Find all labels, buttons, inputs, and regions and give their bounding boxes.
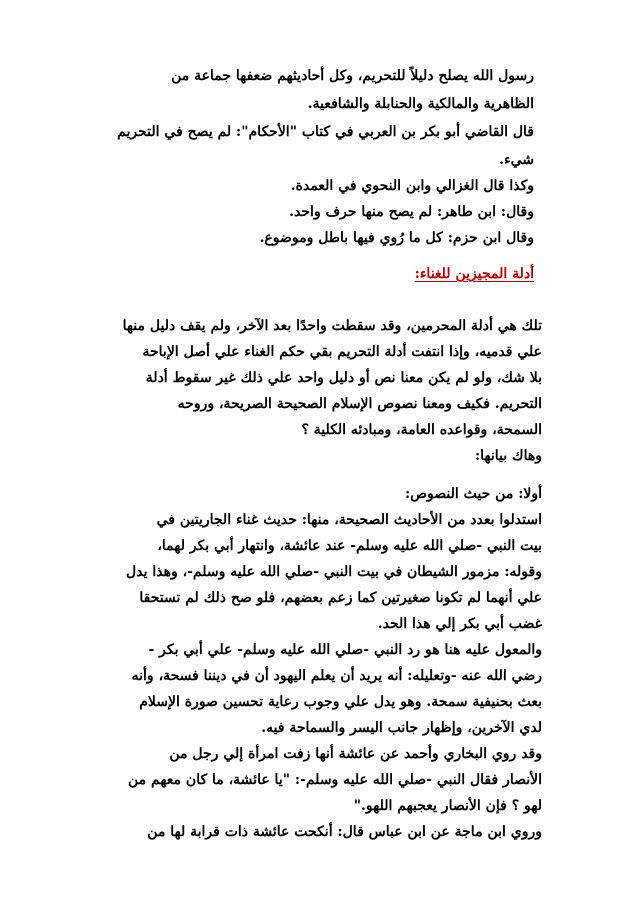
text-line: رسول الله يصلح دليلاً للتحريم، وكل أحاديثهم ضعفها جماعة من: [171, 68, 534, 84]
text-line: استدلوا بعدد من الأحاديث الصحيحة، منها: حديث غناء الجاريتين في: [156, 512, 542, 528]
text-line: بلا شك، ولو لم يكن معنا نص أو دليل واحد علي ذلك غير سقوط أدلة: [145, 370, 542, 386]
text-line: وقد روي البخاري وأحمد عن عائشة أنها زفت امرأة إلي رجل من: [169, 746, 542, 762]
text-line: بعث بحنيفية سمحة. وهو يدل علي وجوب رعاية تحسين صورة الإسلام: [139, 694, 542, 710]
text-line: بيت النبي -صلي الله عليه وسلم- عند عائشة، وانتهار أبي بكر لهما،: [157, 538, 542, 554]
text-line: علي قدميه، وإذا انتفت أدلة التحريم بقي حكم الغناء علي أصل الإباحة: [142, 344, 542, 360]
text-line: أولا: من حيث النصوص:: [404, 486, 542, 502]
text-line: تلك هي أدلة المحرمين، وقد سقطت واحدًا بعد الآخر، ولم يقف دليل منها: [122, 318, 542, 334]
text-line: الظاهرية والمالكية والحنابلة والشافعية.: [307, 96, 534, 112]
text-line: لهو ؟ فإن الأنصار يعجبهم اللهو.": [353, 798, 542, 814]
text-line: وكذا قال الغزالي وابن النحوي في العمدة.: [290, 178, 534, 194]
text-line: قال القاضي أبو بكر بن العربي في كتاب "الأحكام": لم يصح في التحريم: [117, 124, 534, 140]
text-line: الأنصار فقال النبي -صلي الله عليه وسلم-: "يا عائشة، ما كان معهم من: [128, 772, 542, 788]
text-line: وروي ابن ماجة عن ابن عباس قال: أنكحت عائشة ذات قرابة لها من: [147, 824, 542, 840]
text-line: السمحة، وقواعده العامة، ومبادئه الكلية ؟: [301, 422, 542, 438]
text-line: علي أنهما لم تكونا صغيرتين كما زعم بعضهم، فلو صح ذلك لم تستحقا: [139, 590, 542, 606]
text-line: شيء.: [499, 152, 534, 168]
section-heading: أدلة المجيزين للغناء:: [414, 266, 534, 282]
text-line: وقوله: مزمور الشيطان في بيت النبي -صلي الله عليه وسلم-، وهذا يدل: [126, 564, 542, 580]
text-line: غضب أبي بكر إلي هذا الحد.: [377, 616, 542, 632]
text-line: والمعول عليه هنا هو رد النبي -صلي الله عليه وسلم- علي أبي بكر -: [148, 642, 542, 658]
text-line: التحريم. فكيف ومعنا نصوص الإسلام الصحيحة الصريحة، وروحه: [177, 396, 542, 412]
text-line: وقال: ابن طاهر: لم يصح منها حرف واحد.: [289, 204, 534, 220]
text-line: رضي الله عنه -وتعليله: أنه يريد أن يعلم اليهود أن في ديننا فسحة، وأنه: [131, 668, 542, 684]
text-line: وقال ابن حزم: كل ما رُوي فيها باطل وموضوع.: [259, 230, 534, 246]
text-line: لدي الآخرين، وإظهار جانب اليسر والسماحة فيه.: [261, 720, 542, 736]
text-line: وهاك بيانها:: [475, 448, 542, 464]
